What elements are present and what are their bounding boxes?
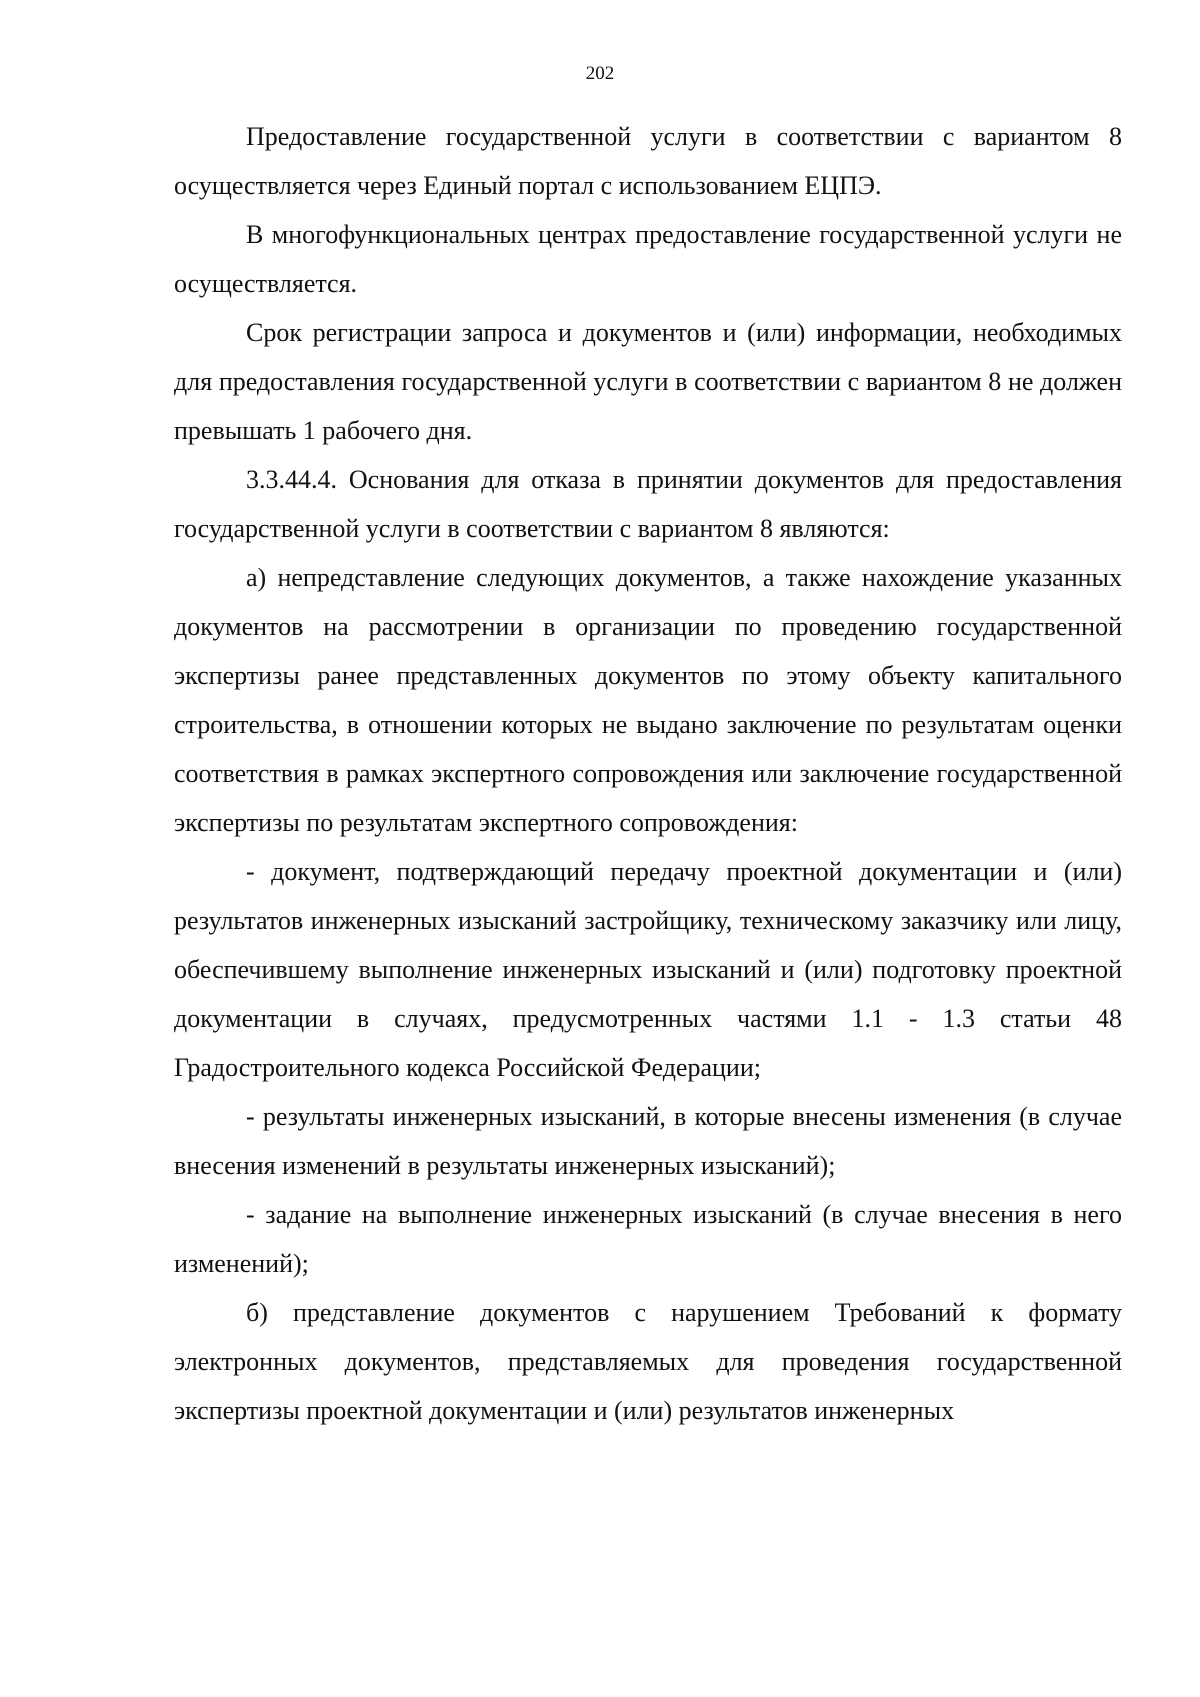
paragraph-service-variant-8: Предоставление государственной услуги в соответствии с вариантом 8 осуществляется через Единый портал с использованием ЕЦПЭ. [174, 122, 1122, 200]
paragraph-item-b: б) представление документов с нарушением Требований к формату электронных документов, представляемых для проведения государственной экспертизы проектной документации и (или) результатов инженерных [174, 1298, 1122, 1425]
document-body [174, 112, 1122, 1435]
paragraph-dash-survey-task: - задание на выполнение инженерных изысканий (в случае внесения в него изменений); [174, 1200, 1122, 1278]
paragraph-dash-survey-results: - результаты инженерных изысканий, в которые внесены изменения (в случае внесения изменений в результаты инженерных изысканий); [174, 1102, 1122, 1180]
paragraph-dash-transfer-document: - документ, подтверждающий передачу проектной документации и (или) результатов инженерных изысканий застройщику, техническому заказчику или лицу, обеспечившему выполнение инженерных изысканий и (или) подготовку проектной документации в случаях, предусмотренных частями 1.1 - 1.3 статьи 48 Градостроительного кодекса Российской Федерации; [174, 857, 1122, 1082]
paragraph-registration-term: Срок регистрации запроса и документов и (или) информации, необходимых для предоставления государственной услуги в соответствии с вариантом 8 не должен превышать 1 рабочего дня. [174, 318, 1122, 445]
page-number: 202 [585, 63, 615, 84]
paragraph-section-3-3-44-4: 3.3.44.4. Основания для отказа в принятии документов для предоставления государственной услуги в соответствии с вариантом 8 являются: [174, 465, 1122, 543]
paragraph-mfc-not-provided: В многофункциональных центрах предоставление государственной услуги не осуществляется. [174, 220, 1122, 298]
paragraph-item-a: а) непредставление следующих документов, а также нахождение указанных документов на рассмотрении в организации по проведению государственной экспертизы ранее представленных документов по этому объекту капитального строительства, в отношении которых не выдано заключение по результатам оценки соответствия в рамках экспертного сопровождения или заключение государственной экспертизы по результатам экспертного сопровождения: [174, 563, 1122, 837]
